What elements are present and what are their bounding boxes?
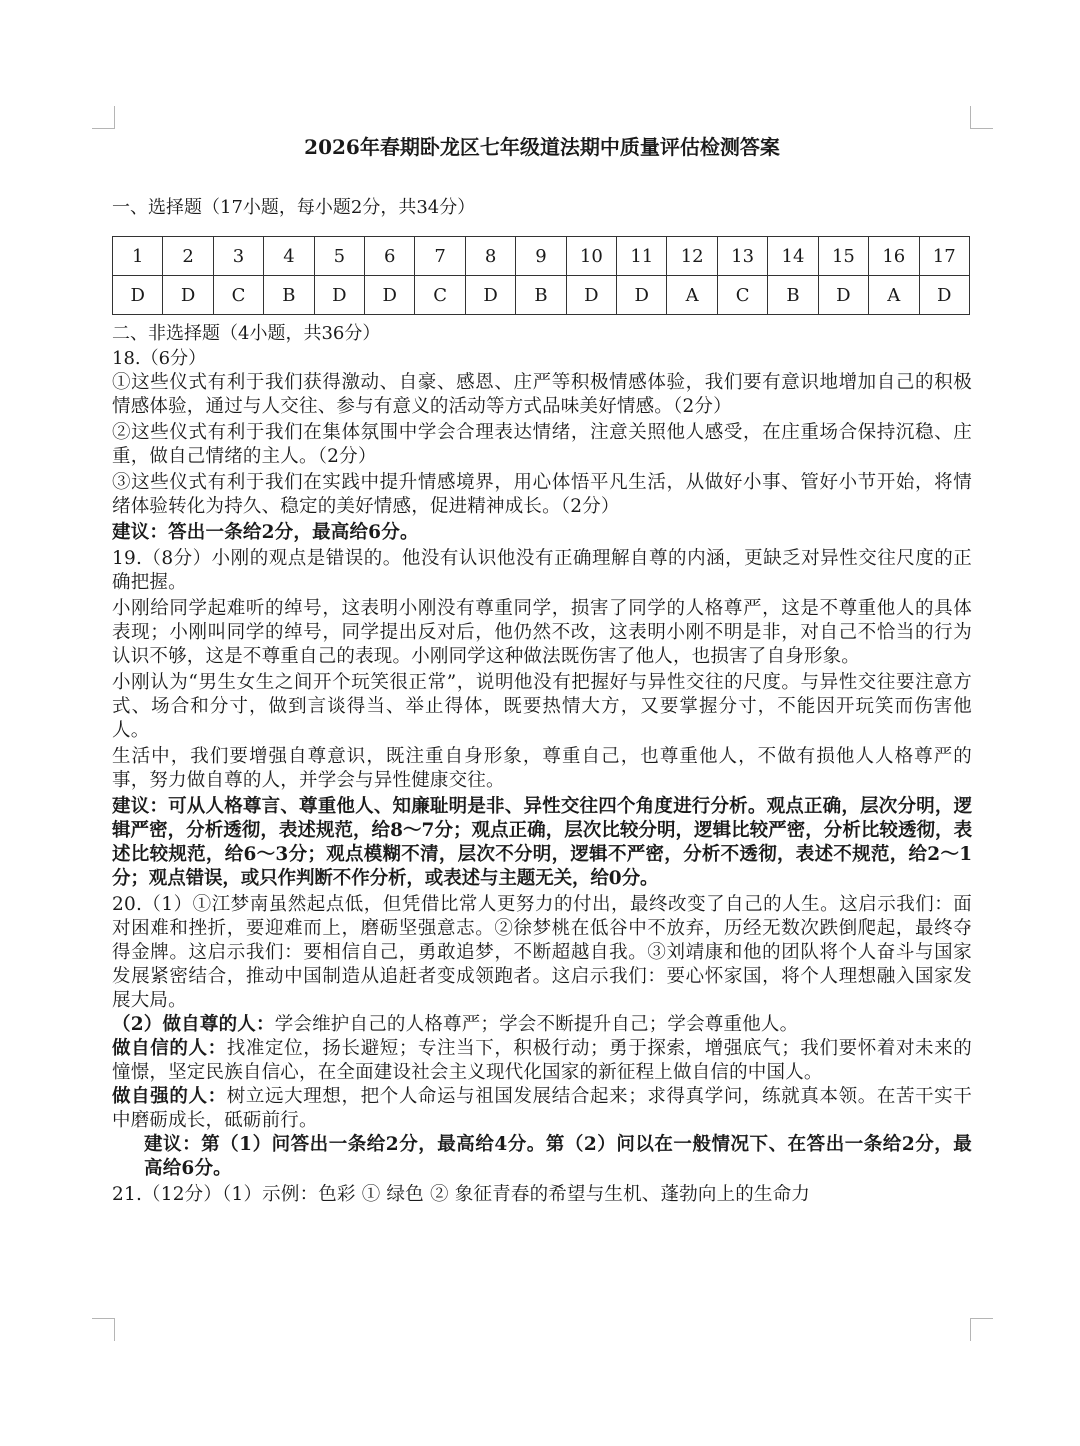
question-number-cell: 12 [667, 237, 717, 276]
answer-cell: B [768, 276, 818, 315]
answer-cell: D [314, 276, 364, 315]
answer-cell: D [465, 276, 515, 315]
q20-part-2-self-respect [112, 1013, 972, 1037]
crop-mark-bottom-right [970, 1318, 993, 1341]
q21-part-1: 21.（12分）（1）示例：色彩 ① 绿色 ② 象征青春的希望与生机、蓬勃向上的生命力 [112, 1184, 811, 1205]
crop-mark-top-right [970, 106, 993, 129]
q20-self-respect-body: 学会维护自己的人格尊严；学会不断提升自己；学会尊重他人。 [274, 1014, 799, 1035]
q19-paragraph-3: 小刚认为“男生女生之间开个玩笑很正常”，说明他没有把握好与异性交往的尺度。与异性交往要注意方式、场合和分寸，做到言谈得当、举止得体，既要热情大方，又要掌握分寸，不能因开玩笑而伤害他人。 [112, 672, 972, 741]
q18-advice: 建议：答出一条给2分，最高给6分。 [112, 522, 419, 543]
q20-self-confidence-heading: 做自信的人： [112, 1038, 227, 1059]
question-number-cell: 9 [516, 237, 566, 276]
question-number-cell: 2 [163, 237, 213, 276]
answer-cell: C [213, 276, 263, 315]
q19-paragraph-4: 生活中，我们要增强自尊意识，既注重自身形象，尊重自己，也尊重他人，不做有损他人人格尊严的事，努力做自尊的人，并学会与异性健康交往。 [112, 746, 972, 791]
question-number-cell: 11 [617, 237, 667, 276]
question-number-cell: 4 [264, 237, 314, 276]
question-number-cell: 17 [919, 237, 970, 276]
crop-mark-bottom-left [92, 1318, 115, 1341]
answer-table [112, 236, 970, 315]
q20-self-confidence-body: 找准定位，扬长避短；专注当下，积极行动；勇于探索，增强底气；我们要怀着对未来的憧憬，坚定民族自信心，在全面建设社会主义现代化国家的新征程上做自信的中国人。 [112, 1038, 973, 1083]
question-number-cell: 1 [113, 237, 163, 276]
q19-intro: 19.（8分）小刚的观点是错误的。他没有认识他没有正确理解自尊的内涵，更缺乏对异性交往尺度的正确把握。 [112, 548, 972, 593]
answer-cell: C [415, 276, 465, 315]
answer-cell: D [919, 276, 970, 315]
answer-cell: B [264, 276, 314, 315]
q20-self-strength-heading: 做自强的人： [112, 1086, 227, 1107]
crop-mark-top-left [92, 106, 115, 129]
q20-self-strength-body: 树立远大理想，把个人命运与祖国发展结合起来；求得真学问，练就真本领。在苦干实干中磨砺成长，砥砺前行。 [112, 1086, 973, 1131]
question-number-cell: 16 [869, 237, 919, 276]
question-number-cell: 14 [768, 237, 818, 276]
q20-advice: 建议：第（1）问答出一条给2分，最高给4分。第（2）问以在一般情况下、在答出一条给2分，最高给6分。 [144, 1134, 972, 1179]
q19-advice: 建议：可从人格尊言、尊重他人、知廉耻明是非、异性交往四个角度进行分析。观点正确，层次分明，逻辑严密，分析透彻，表述规范，给8～7分；观点正确，层次比较分明，逻辑比较严密，分析比较透彻，表述比较规范，给6～3分；观点模糊不清，层次不分明，逻辑不严密，分析不透彻，表述不规范，给2～1分；观点错误，或只作判断不作分析，或表述与主题无关，给0分。 [112, 796, 972, 889]
question-number-row [113, 237, 970, 276]
answer-cell: A [869, 276, 919, 315]
question-number-cell: 7 [415, 237, 465, 276]
answer-row [113, 276, 970, 315]
question-number-cell: 8 [465, 237, 515, 276]
q18-point-1: ①这些仪式有利于我们获得激动、自豪、感恩、庄严等积极情感体验，我们要有意识地增加自己的积极情感体验，通过与人交往、参与有意义的活动等方式品味美好情感。（2分） [112, 372, 972, 417]
answer-cell: D [365, 276, 415, 315]
q18-label: 18.（6分） [112, 348, 207, 369]
section2-heading: 二、非选择题（4小题，共36分） [112, 323, 381, 344]
answer-cell: D [566, 276, 616, 315]
q20-part-1: 20.（1）①江梦南虽然起点低，但凭借比常人更努力的付出，最终改变了自己的人生。这启示我们：面对困难和挫折，要迎难而上，磨砺坚强意志。②徐梦桃在低谷中不放弃，历经无数次跌倒爬起，最终夺得金牌。这启示我们：要相信自己，勇敢追梦，不断超越自我。③刘靖康和他的团队将个人奋斗与国家发展紧密结合，推动中国制造从追赶者变成领跑者。这启示我们：要心怀家国，将个人理想融入国家发展大局。 [112, 894, 972, 1011]
question-number-cell: 6 [365, 237, 415, 276]
q20-self-confidence [112, 1037, 972, 1085]
question-number-cell: 13 [717, 237, 767, 276]
page-title: 2026年春期卧龙区七年级道法期中质量评估检测答案 [304, 135, 780, 159]
answer-cell: A [667, 276, 717, 315]
answer-cell: D [163, 276, 213, 315]
question-number-cell: 5 [314, 237, 364, 276]
q19-paragraph-2: 小刚给同学起难听的绰号，这表明小刚没有尊重同学，损害了同学的人格尊严，这是不尊重他人的具体表现；小刚叫同学的绰号，同学提出反对后，他仍然不改，这表明小刚不明是非，对自己不恰当的行为认识不够，这是不尊重自己的表现。小刚同学这种做法既伤害了他人，也损害了自身形象。 [112, 598, 972, 667]
answer-cell: D [113, 276, 163, 315]
q18-point-2: ②这些仪式有利于我们在集体氛围中学会合理表达情绪，注意关照他人感受，在庄重场合保持沉稳、庄重，做自己情绪的主人。（2分） [112, 422, 972, 467]
question-number-cell: 10 [566, 237, 616, 276]
answer-sheet-page [112, 130, 972, 1207]
question-number-cell: 3 [213, 237, 263, 276]
answer-cell: D [818, 276, 868, 315]
q18-point-3: ③这些仪式有利于我们在实践中提升情感境界，用心体悟平凡生活，从做好小事、管好小节开始，将情绪体验转化为持久、稳定的美好情感，促进精神成长。（2分） [112, 472, 972, 517]
q20-self-respect-heading: （2）做自尊的人： [112, 1014, 275, 1035]
answer-cell: C [717, 276, 767, 315]
answer-cell: B [516, 276, 566, 315]
question-number-cell: 15 [818, 237, 868, 276]
section1-heading: 一、选择题（17小题，每小题2分，共34分） [112, 197, 476, 218]
q20-self-strength [112, 1085, 972, 1133]
answer-cell: D [617, 276, 667, 315]
